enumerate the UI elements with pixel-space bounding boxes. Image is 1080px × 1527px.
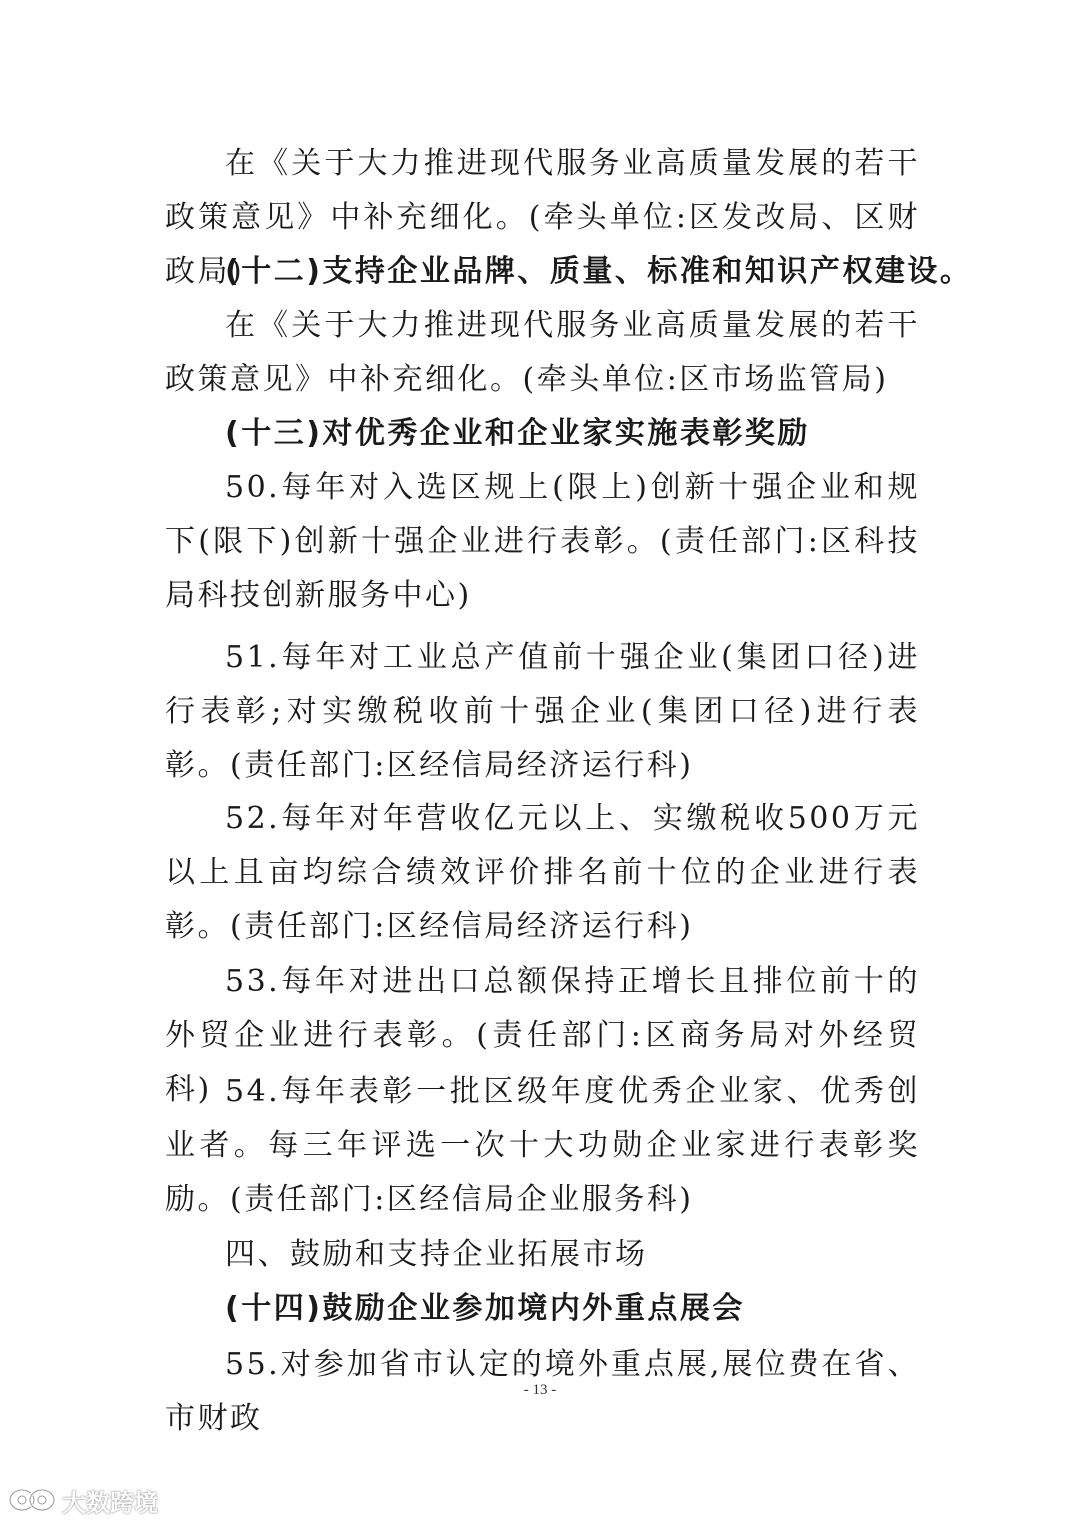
paragraph-item-50: 50.每年对入选区规上(限上)创新十强企业和规下(限下)创新十强企业进行表彰。(责任部门:区科技局科技创新服务中心) (165, 470, 920, 613)
heading-13: (十三)对优秀企业和企业家实施表彰奖励 (225, 416, 810, 451)
section-heading-4: 四、鼓励和支持企业拓展市场 (225, 1237, 648, 1272)
paragraph-item-51: 51.每年对工业总产值前十强企业(集团口径)进行表彰;对实缴税收前十强企业(集团口径)进行表彰。(责任部门:区经信局经济运行科) (165, 640, 920, 783)
page-number: - 13 - (523, 1382, 557, 1398)
watermark (6, 1482, 158, 1518)
watermark-text: 大数跨境 (62, 1488, 158, 1517)
paragraph-item-52: 52.每年对年营收亿元以上、实缴税收500万元以上且亩均综合绩效评价排名前十位的企业进行表彰。(责任部门:区经信局经济运行科) (165, 801, 920, 944)
paragraph-item-53: 53.每年对进出口总额保持正增长且排位前十的外贸企业进行表彰。(责任部门:区商务局对外经贸科) (165, 964, 920, 1107)
heading-14: (十四)鼓励企业参加境内外重点展会 (225, 1291, 745, 1326)
paragraph-item-54: 54.每年表彰一批区级年度优秀企业家、优秀创业者。每三年评选一次十大功勋企业家进行表彰奖励。(责任部门:区经信局企业服务科) (165, 1074, 920, 1217)
paragraph-item-55: 55.对参加省市认定的境外重点展,展位费在省、市财政 (165, 1347, 920, 1436)
eye-logo-icon (6, 1485, 58, 1515)
paragraph-policy-1: 在《关于大力推进现代服务业高质量发展的若干政策意见》中补充细化。(牵头单位:区发改局、区财政局) (165, 146, 920, 289)
paragraph-policy-2: 在《关于大力推进现代服务业高质量发展的若干政策意见》中补充细化。(牵头单位:区市场监管局) (165, 308, 920, 397)
heading-12: (十二)支持企业品牌、质量、标准和知识产权建设。 (225, 254, 973, 289)
